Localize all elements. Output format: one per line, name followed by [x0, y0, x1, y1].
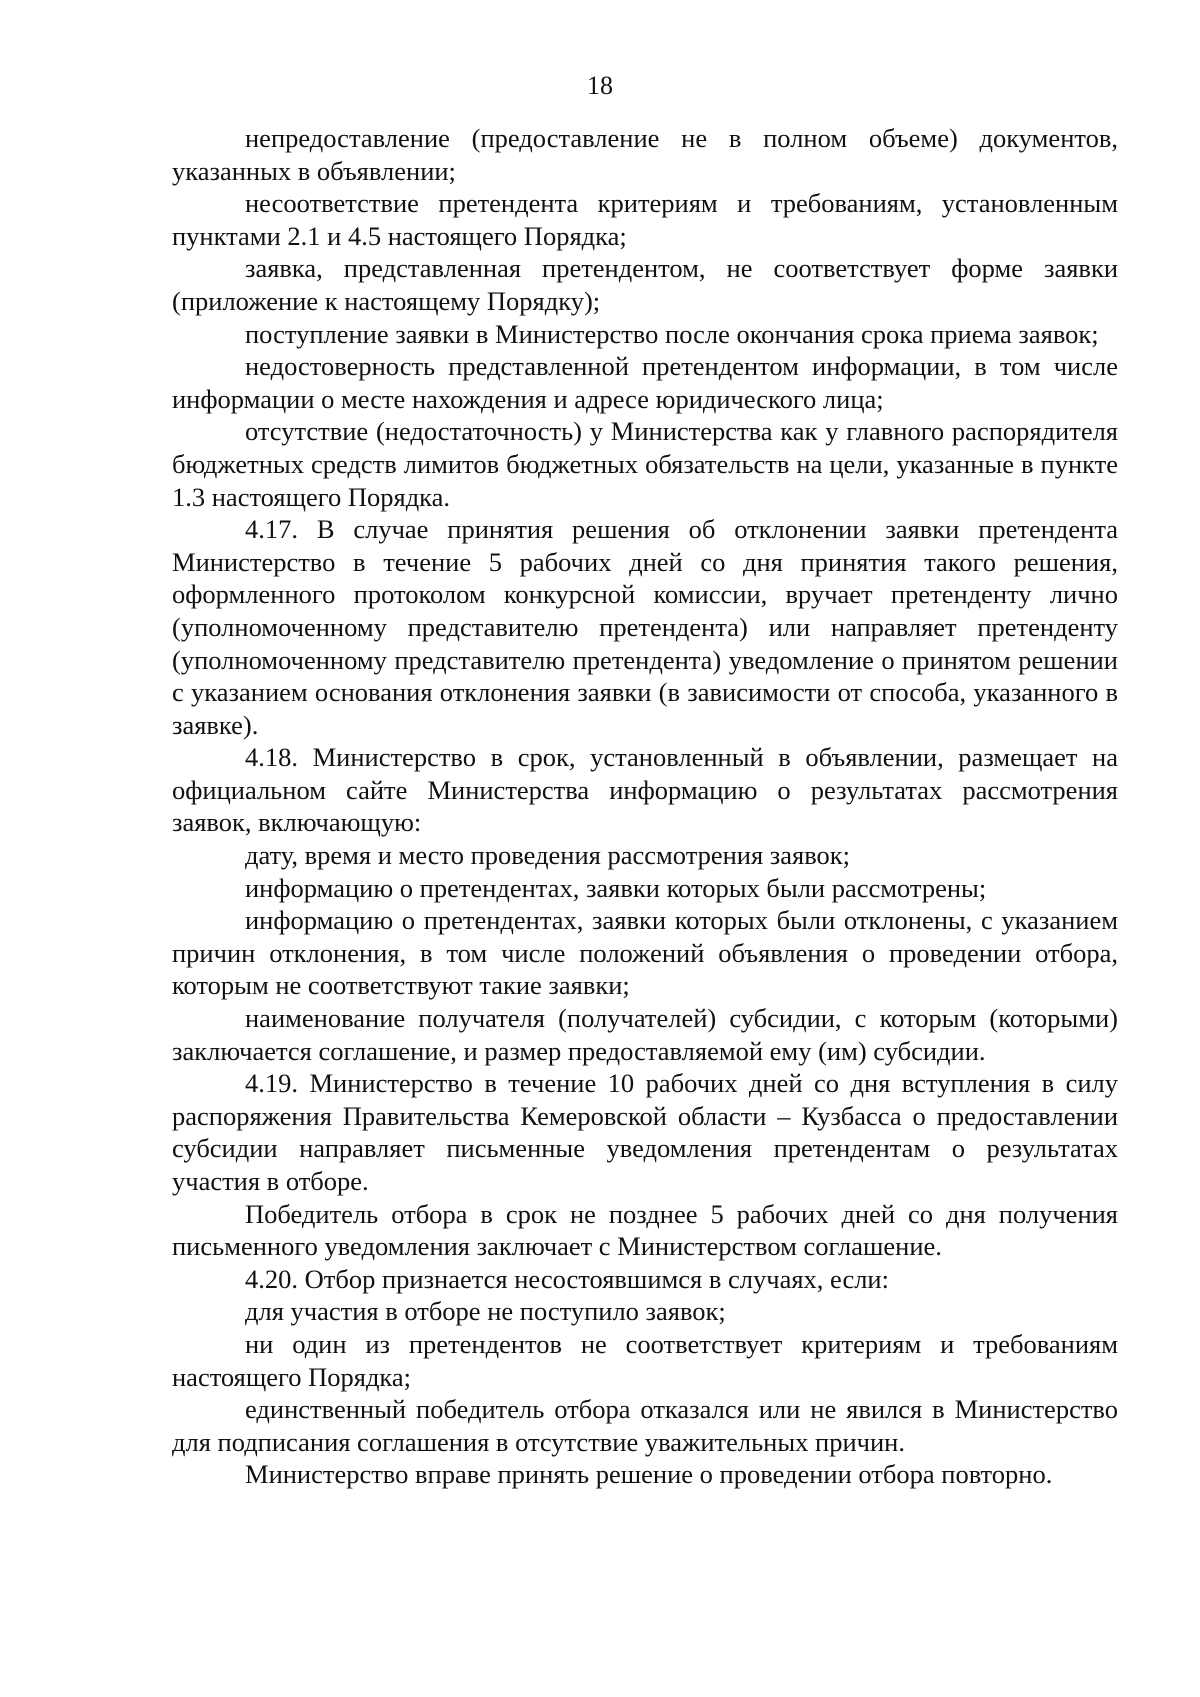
- paragraph: дату, время и место проведения рассмотрения заявок;: [245, 840, 851, 871]
- paragraph-4-20: 4.20. Отбор признается несостоявшимся в случаях, если:: [245, 1263, 889, 1294]
- paragraph: поступление заявки в Министерство после окончания срока приема заявок;: [245, 318, 1099, 349]
- document-body: [172, 122, 1118, 1491]
- paragraph-4-18: 4.18. Министерство в срок, установленный в объявлении, размещает на официальном сайте Министерства информацию о результатах рассмотрения заявок, включающую:: [172, 742, 1118, 838]
- paragraph: ни один из претендентов не соответствует критериям и требованиям настоящего Порядка;: [172, 1328, 1118, 1392]
- paragraph: единственный победитель отбора отказался или не явился в Министерство для подписания соглашения в отсутствие уважительных причин.: [172, 1394, 1118, 1457]
- paragraph: заявка, представленная претендентом, не соответствует форме заявки (приложение к настоящему Порядку);: [172, 253, 1118, 316]
- paragraph-4-17: 4.17. В случае принятия решения об отклонении заявки претендента Министерство в течение 5 рабочих дней со дня принятия такого решения, оформленного протоколом конкурсной комиссии, вручает претенденту лично (уполномоченному представителю претендента) или направляет претенденту (уполномоченному представителю претендента) уведомление о принятом решении с указанием основания отклонения заявки (в зависимости от способа, указанного в заявке).: [172, 514, 1118, 740]
- paragraph: несоответствие претендента критериям и требованиям, установленным пунктами 2.1 и 4.5 настоящего Порядка;: [172, 188, 1118, 251]
- paragraph: наименование получателя (получателей) субсидии, с которым (которыми) заключается соглашение, и размер предоставляемой ему (им) субсидии.: [172, 1003, 1118, 1066]
- paragraph: Победитель отбора в срок не позднее 5 рабочих дней со дня получения письменного уведомления заключает с Министерством соглашение.: [172, 1198, 1118, 1262]
- paragraph: непредоставление (предоставление не в полном объеме) документов, указанных в объявлении;: [172, 123, 1118, 186]
- paragraph: недостоверность представленной претендентом информации, в том числе информации о месте нахождения и адресе юридического лица;: [172, 351, 1118, 414]
- page-number: 18: [587, 71, 613, 100]
- paragraph: отсутствие (недостаточность) у Министерства как у главного распорядителя бюджетных средств лимитов бюджетных обязательств на цели, указанные в пункте 1.3 настоящего Порядка.: [172, 416, 1118, 512]
- paragraph: Министерство вправе принять решение о проведении отбора повторно.: [245, 1459, 1053, 1490]
- paragraph: информацию о претендентах, заявки которых были отклонены, с указанием причин отклонения, в том числе положений объявления о проведении отбора, которым не соответствуют такие заявки;: [172, 905, 1118, 1001]
- paragraph-4-19: 4.19. Министерство в течение 10 рабочих дней со дня вступления в силу распоряжения Правительства Кемеровской области – Кузбасса о предоставлении субсидии направляет письменные уведомления претендентам о результатах участия в отборе.: [172, 1068, 1118, 1196]
- paragraph: для участия в отборе не поступило заявок;: [245, 1296, 726, 1327]
- paragraph: информацию о претендентах, заявки которых были рассмотрены;: [245, 872, 987, 903]
